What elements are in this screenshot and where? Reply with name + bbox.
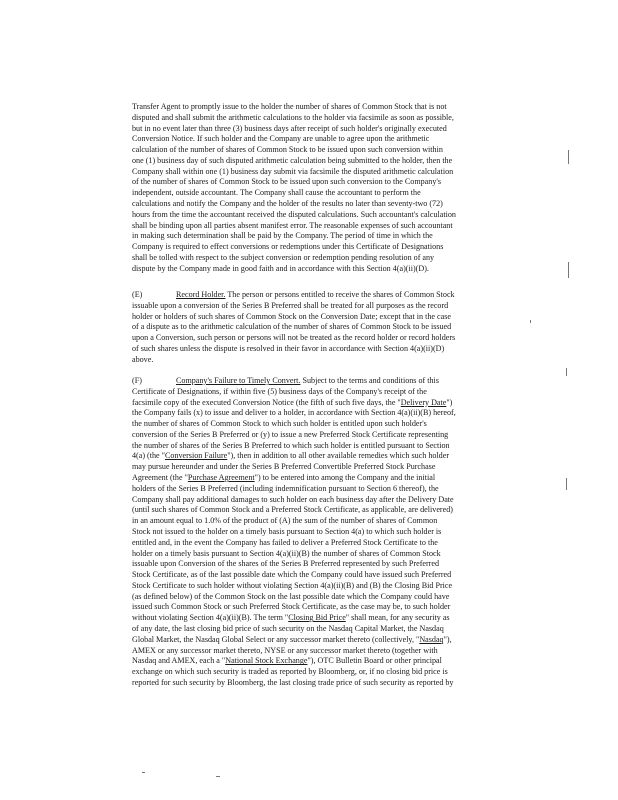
paragraph-f-line: reported for such security by Bloomberg, the last closing trade price of such security as reported by [132, 677, 454, 687]
paragraph-f-line-12-pre: Agreement (the " [132, 473, 188, 483]
paragraph-d-line: Conversion Notice. If such holder and the Company are unable to agree upon the arithmetic [132, 134, 430, 144]
paragraph-f-line-27-pre: Global Market, the Nasdaq Global Select or any successor market thereto (collectively, " [132, 634, 420, 644]
scan-artifact-mark [568, 262, 569, 278]
paragraph-d-line: shall be binding upon all parties absent manifest error. The reasonable expenses of such accountant [132, 220, 453, 230]
paragraph-f-line: (until such shares of Common Stock and a Preferred Stock Certificate, as applicable, are delivered) [132, 505, 453, 515]
paragraph-d-line: but in no event later than three (3) business days after receipt of such holder's originally executed [132, 123, 447, 133]
paragraph-f-line: in an amount equal to 1.0% of the product of (A) the sum of the number of shares of Common [132, 516, 438, 526]
paragraph-e-heading: Record Holder. [176, 290, 226, 299]
paragraph-d-line: one (1) business day of such disputed arithmetic calculation being submitted to the holder, then the [132, 155, 453, 165]
paragraph-f-line: holder on a timely basis pursuant to Section 4(a)(ii)(B) the number of shares of Common Stock [132, 548, 441, 558]
paragraph-f-line-10-pre: 4(a) (the " [132, 451, 165, 461]
defined-term-national-stock-exchange: National Stock Exchange [225, 656, 308, 666]
paragraph-d-line: of the number of shares of Common Stock to be issued upon such conversion to the Company's [132, 177, 441, 187]
paragraph-f-line-3-pre: facsimile copy of the executed Conversion Notice (the fifth of such five days, the " [132, 397, 401, 407]
scan-artifact-mark [216, 776, 220, 777]
defined-term-closing-bid-price: Closing Bid Price [288, 613, 346, 623]
paragraph-f-line: AMEX or any successor market thereto, NYSE or any successor market thereto (together with [132, 645, 438, 655]
paragraph-f-line: Stock Certificate, as of the last possible date which the Company could have issued such Preferred [132, 570, 452, 580]
paragraph-d-line: Transfer Agent to promptly issue to the holder the number of shares of Common Stock that is not [132, 102, 447, 111]
paragraph-d-line: disputed and shall submit the arithmetic calculations to the holder via facsimile as soon as possible, [132, 112, 454, 122]
paragraph-d-line: dispute by the Company made in good faith and in accordance with this Section 4(a)(ii)(D). [132, 263, 429, 273]
paragraph-d-line: Company is required to effect conversions or redemptions under this Certificate of Designations [132, 242, 444, 252]
paragraph-f-line: (as defined below) of the Common Stock on the last possible date which the Company could have [132, 591, 450, 601]
paragraph-e-line: of a dispute as to the arithmetic calculation of the number of shares of Common Stock to be issued [132, 322, 452, 332]
paragraph-d-line: calculations and notify the Company and the holder of the results no later than seventy-two (72) [132, 199, 443, 209]
scan-artifact-mark [566, 368, 567, 376]
defined-term-purchase-agreement: Purchase Agreement [187, 473, 255, 483]
paragraph-e-line: of such shares unless the dispute is resolved in their favor in accordance with Section 4(a)(ii)(D) [132, 343, 445, 353]
paragraph-f-line: may pursue hereunder and under the Series B Preferred Convertible Preferred Stock Purchase [132, 462, 436, 472]
paragraph-f-line-12-post: ") to be entered into among the Company and the initial [254, 473, 436, 483]
paragraph-d-line: hours from the time the accountant received the disputed calculations. Such accountant's calculation [132, 209, 456, 219]
paragraph-f-failure-to-convert [132, 376, 504, 689]
paragraph-f-line: exchange on which such security is traded as reported by Bloomberg, or, if no closing bid price is [132, 667, 448, 677]
paragraph-f-heading: Company's Failure to Timely Convert. [176, 376, 301, 385]
paragraph-f-label: (F) [132, 376, 142, 385]
paragraph-f-line: Certificate of Designations, if within five (5) business days of the Company's receipt of the [132, 386, 427, 396]
paragraph-f-line: entitled and, in the event the Company has failed to deliver a Preferred Stock Certificate to the [132, 537, 438, 547]
paragraph-f-line-29-pre: Nasdaq and AMEX, each a " [132, 656, 226, 666]
scan-artifact-mark [568, 150, 569, 164]
paragraph-f-line: of any date, the last closing bid price of such security on the Nasdaq Capital Market, the Nasdaq [132, 623, 444, 633]
paragraph-d-line: calculation of the number of shares of Common Stock to be issued upon such conversion within [132, 145, 443, 155]
paragraph-e-line: upon a Conversion, such person or persons will not be treated as the record holder or record holders [132, 333, 456, 343]
paragraph-f-line: the Company fails (x) to issue and deliver to a holder, in accordance with Section 4(a)(ii)(B) hereof, [132, 408, 456, 418]
paragraph-f-line: holders of the Series B Preferred (including indemnification pursuant to Section 6 thereof), the [132, 483, 439, 493]
paragraph-f-line: Company shall pay additional damages to such holder on each business day after the Delivery Date [132, 494, 454, 504]
defined-term-conversion-failure: Conversion Failure [164, 451, 228, 461]
paragraph-e-record-holder [132, 290, 504, 365]
paragraph-f-first-line: Subject to the terms and conditions of this [302, 376, 439, 385]
scan-artifact-mark [142, 772, 145, 773]
paragraph-d-line: Company shall within one (1) business day submit via facsimile the disputed arithmetic calculation [132, 166, 454, 176]
paragraph-f-line-25-pre: without violating Section 4(a)(ii)(B). The term " [132, 613, 289, 623]
paragraph-f-line-10-post: "), then in addition to all other available remedies which such holder [227, 451, 450, 461]
paragraph-f-line: Stock Certificate to such holder without violating Section 4(a)(ii)(B) and (B) the Closing Bid Price [132, 580, 453, 590]
paragraph-f-line-25-post: " shall mean, for any security as [345, 613, 450, 623]
paragraph-f-line-3-post: ") [446, 397, 453, 407]
paragraph-f-line: conversion of the Series B Preferred or (y) to issue a new Preferred Stock Certificate representing [132, 429, 449, 439]
paragraph-f-line: issued such Common Stock or such Preferred Stock Certificate, as the case may be, to such holder [132, 602, 451, 612]
paragraph-d-line: shall be tolled with respect to the subject conversion or redemption pending resolution of any [132, 252, 435, 262]
paragraph-e-line: holder or holders of such shares of Common Stock on the Conversion Date; except that in the case [132, 311, 451, 321]
scan-artifact-mark [530, 320, 531, 323]
paragraph-e-line: issuable upon a conversion of the Series B Preferred shall be treated for all purposes as the record [132, 300, 449, 310]
defined-term-nasdaq: Nasdaq [419, 634, 444, 644]
defined-term-delivery-date: Delivery Date [400, 397, 447, 407]
paragraph-f-line: issuable upon Conversion of the shares of the Series B Preferred represented by such Preferred [132, 559, 440, 569]
paragraph-f-line: Stock not issued to the holder on a timely basis pursuant to Section 4(a) to which such holder is [132, 526, 442, 536]
paragraph-f-line: the number of shares of Common Stock to which such holder is entitled upon such holder's [132, 419, 427, 429]
paragraph-f-line-29-post: "), OTC Bulletin Board or other principal [307, 656, 442, 666]
paragraph-f-line: the number of shares of the Series B Preferred to which such holder is entitled pursuant to Section [132, 440, 450, 450]
paragraph-e-line: above. [132, 354, 154, 364]
paragraph-f-line-27-post: "), [443, 634, 452, 644]
scan-artifact-mark [566, 478, 567, 490]
paragraph-d-continuation [132, 102, 504, 275]
paragraph-e-first-line: The person or persons entitled to receive the shares of Common Stock [227, 290, 455, 299]
paragraph-d-line: in making such determination shall be paid by the Company. The period of time in which the [132, 231, 433, 241]
paragraph-e-label: (E) [132, 290, 143, 299]
paragraph-d-line: independent, outside accountant. The Company shall cause the accountant to perform the [132, 188, 421, 198]
